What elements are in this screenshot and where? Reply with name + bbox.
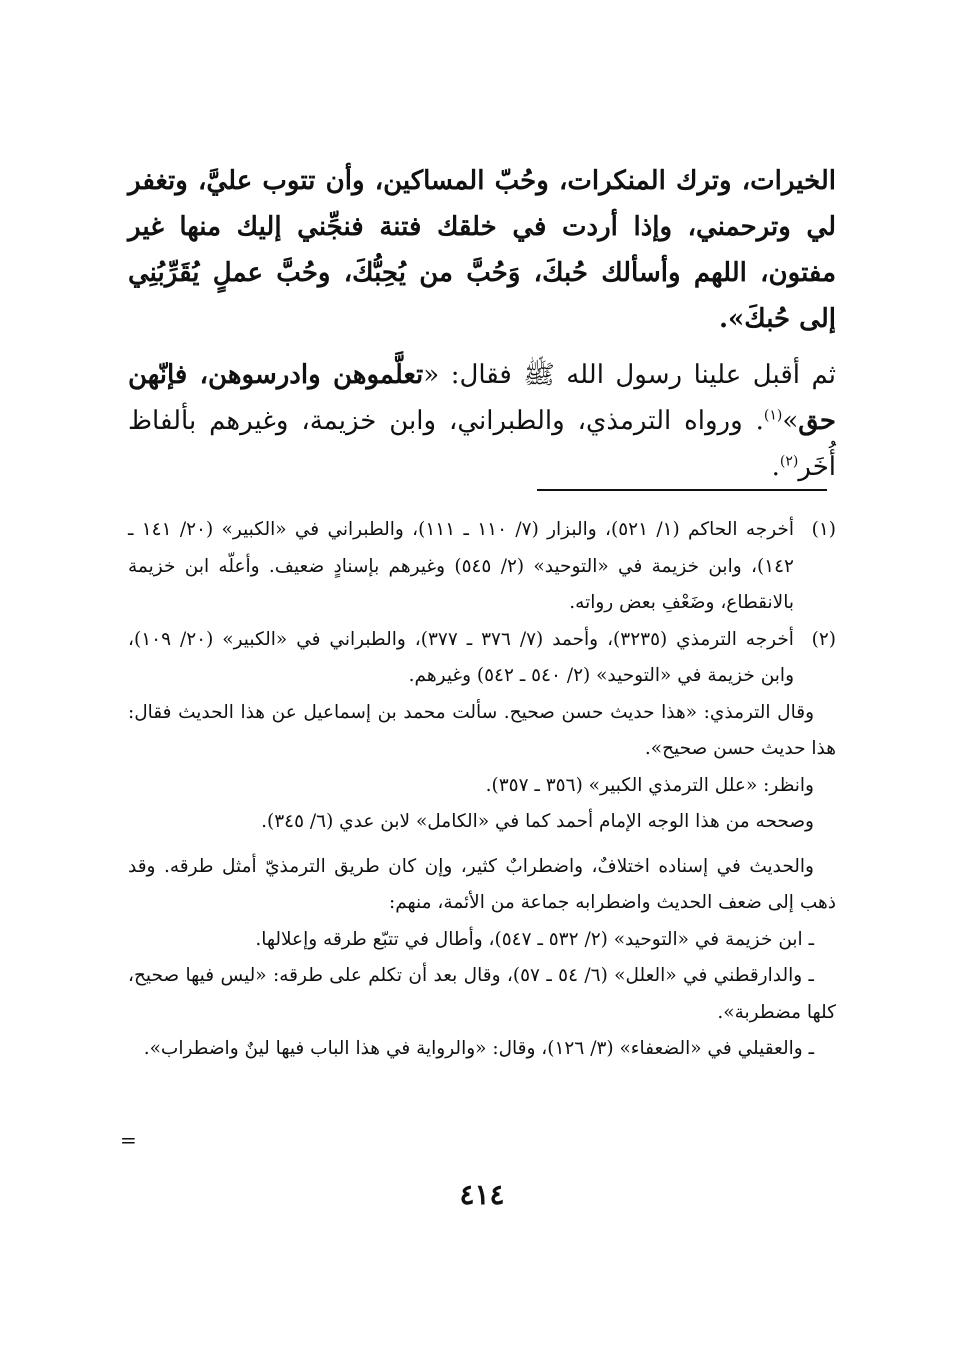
footnote-2-isnad: والحديث في إسناده اختلافٌ، واضطرابٌ كثير، وإن كان طريق الترمذيّ أمثل طرقه. وقد ذهب إلى ضعف الحديث واضطرابه جماعة من الأئمة، منهم: [128, 855, 836, 913]
footnotes [128, 512, 836, 1068]
footnote-2-tirmidhi: وقال الترمذي: «هذا حديث حسن صحيح. سألت محمد بن إسماعيل عن هذا الحديث فقال: هذا حديث حسن صحيح». [128, 701, 836, 759]
footnote-2-ahmad: وصححه من هذا الوجه الإمام أحمد كما في «الكامل» لابن عدي (٦/ ٣٤٥). [261, 811, 814, 832]
footnote-1 [128, 512, 836, 622]
footnote-2-ibn-khuzaymah: ـ ابن خزيمة في «التوحيد» (٢/ ٥٣٢ ـ ٥٤٧)، وأطال في تتبّع طرقه وإعلالها. [255, 928, 814, 950]
footnote-separator [537, 489, 827, 491]
footnote-ref-2[interactable]: (٢) [779, 453, 799, 470]
footnote-2-see-also: وانظر: «علل الترمذي الكبير» (٣٥٦ ـ ٣٥٧). [485, 774, 814, 796]
continuation-mark: = [120, 1128, 137, 1152]
hadith-quote: تعلَّموهن وادرسوهن، فإنّهن حق [128, 360, 836, 436]
main-paragraph-2 [128, 352, 836, 490]
footnote-2-uqayli: ـ والعقيلي في «الضعفاء» (٣/ ١٢٦)، وقال: «والرواية في هذا الباب فيها لينٌ واضطراب». [143, 1038, 814, 1059]
footnote-2-daraqutni: ـ والدارقطني في «العلل» (٦/ ٥٤ ـ ٥٧)، وقال بعد أن تكلم على طرقه: «ليس فيها صحيح، كلها مضطربة». [128, 965, 836, 1023]
page-number: ٤١٤ [459, 1178, 505, 1211]
footnote-text: أخرجه الترمذي (٣٢٣٥)، وأحمد (٧/ ٣٧٦ ـ ٣٧٧)، والطبراني في «الكبير» (٢٠/ ١٠٩)، وابن خزيمة في «التوحيد» (٢/ ٥٤٠ ـ ٥٤٢) وغيرهم. [128, 628, 794, 686]
footnote-2 [128, 622, 836, 695]
quote-close: » [782, 406, 799, 436]
footnote-text: أخرجه الحاكم (١/ ٥٢١)، والبزار (٧/ ١١٠ ـ ١١١)، والطبراني في «الكبير» (٢٠/ ١٤١ ـ ١٤٢)، وابن خزيمة في «التوحيد» (٢/ ٥٤٥) وغيرهم بإسنادٍ ضعيف. وأعلّه ابن خزيمة بالانقطاع، وضَعْفِ بعض رواته. [128, 519, 794, 613]
hadith-text: الخيرات، وترك المنكرات، وحُبّ المساكين، وأن تتوب عليَّ، وتغفر لي وترحمني، وإذا أردت في خلقك فتنة فنجِّني إليك منها غير مفتون، اللهم وأسألك حُبكَ، وَحُبَّ من يُحِبُّكَ، وحُبَّ عملٍ يُقَرِّبُنِي إلى حُبكَ». [128, 166, 836, 334]
footnote-ref-1[interactable]: (١) [763, 407, 783, 424]
footnote-number: (١) [811, 519, 836, 540]
main-paragraph-1 [128, 158, 836, 342]
footnote-number: (٢) [811, 628, 836, 650]
narration-intro: ثم أقبل علينا رسول الله ﷺ فقال: « [423, 360, 837, 390]
narration-sources: . ورواه الترمذي، والطبراني، وابن خزيمة، وغيرهم بألفاظ أُخَر [128, 406, 836, 482]
main-text [128, 158, 836, 490]
sentence-end: . [771, 452, 780, 482]
